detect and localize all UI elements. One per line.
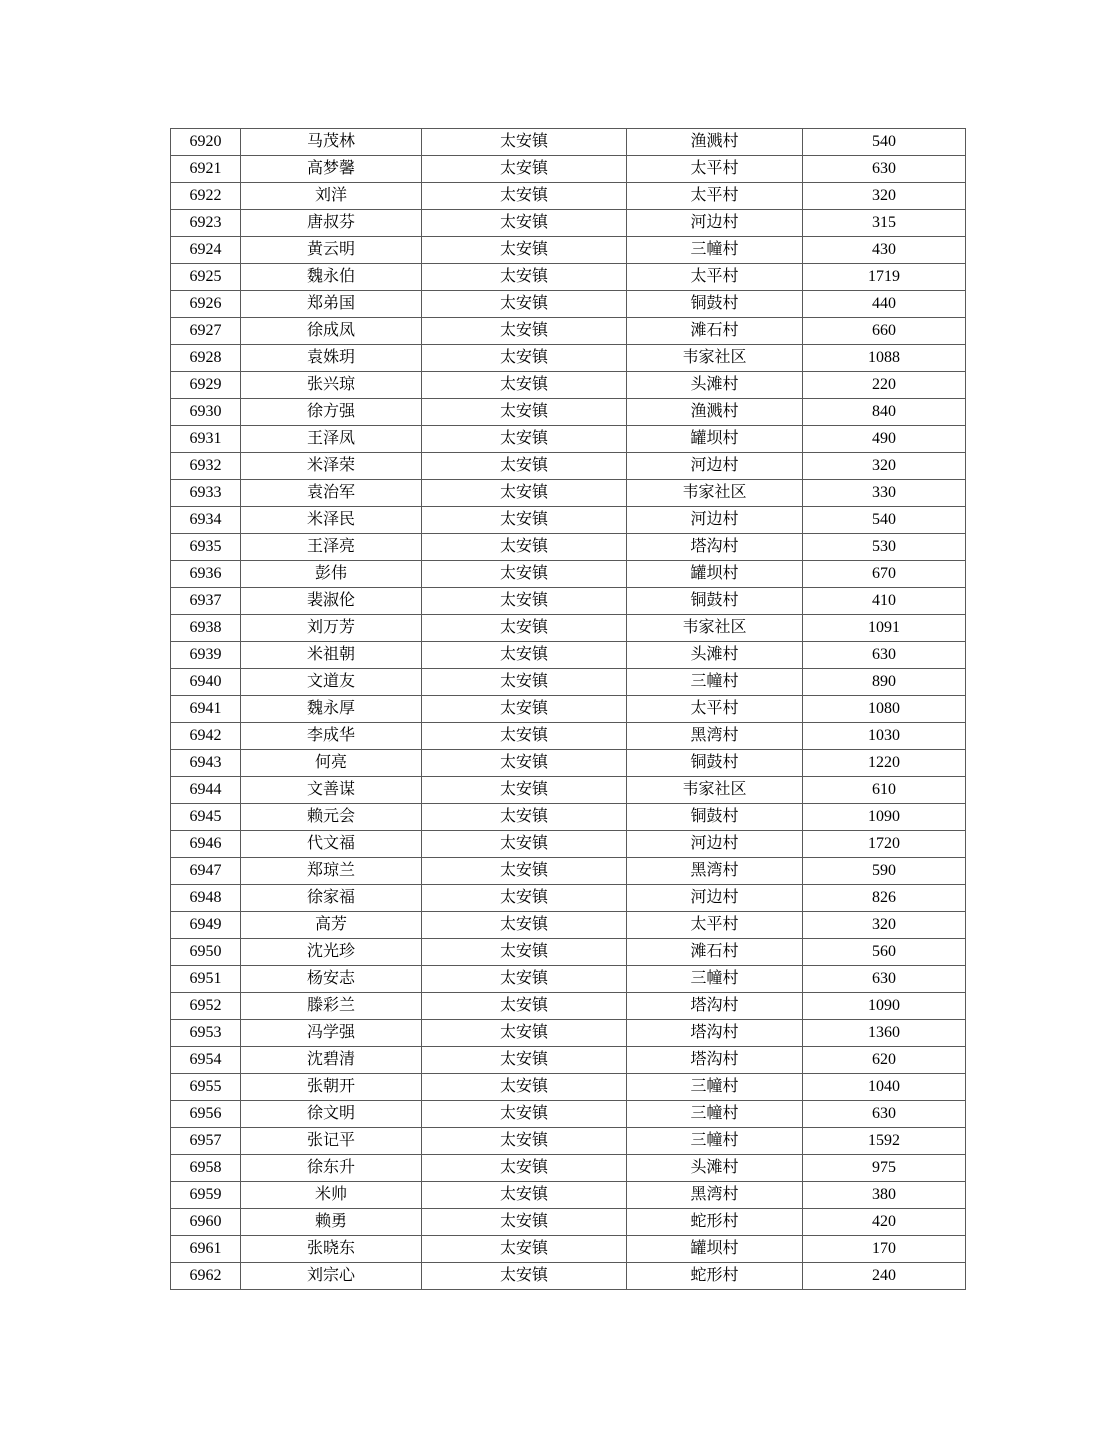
cell-village: 三幢村 — [627, 1074, 803, 1101]
cell-id: 6920 — [171, 129, 241, 156]
cell-amount: 320 — [803, 912, 966, 939]
table-row — [171, 453, 966, 480]
cell-name: 魏永厚 — [241, 696, 422, 723]
cell-id: 6949 — [171, 912, 241, 939]
cell-town: 太安镇 — [422, 777, 627, 804]
cell-id: 6944 — [171, 777, 241, 804]
cell-amount: 1090 — [803, 804, 966, 831]
cell-id: 6937 — [171, 588, 241, 615]
table-row — [171, 750, 966, 777]
cell-town: 太安镇 — [422, 912, 627, 939]
cell-town: 太安镇 — [422, 156, 627, 183]
cell-id: 6955 — [171, 1074, 241, 1101]
cell-name: 唐叔芬 — [241, 210, 422, 237]
table-row — [171, 1236, 966, 1263]
cell-name: 赖元会 — [241, 804, 422, 831]
cell-town: 太安镇 — [422, 183, 627, 210]
cell-amount: 630 — [803, 1101, 966, 1128]
cell-amount: 315 — [803, 210, 966, 237]
cell-amount: 320 — [803, 183, 966, 210]
cell-name: 郑弟国 — [241, 291, 422, 318]
cell-town: 太安镇 — [422, 831, 627, 858]
cell-id: 6953 — [171, 1020, 241, 1047]
cell-town: 太安镇 — [422, 1074, 627, 1101]
table-row — [171, 1182, 966, 1209]
table-row — [171, 804, 966, 831]
cell-amount: 630 — [803, 156, 966, 183]
cell-village: 黑湾村 — [627, 723, 803, 750]
cell-village: 渔溅村 — [627, 129, 803, 156]
cell-name: 滕彩兰 — [241, 993, 422, 1020]
cell-name: 赖勇 — [241, 1209, 422, 1236]
cell-id: 6943 — [171, 750, 241, 777]
cell-village: 滩石村 — [627, 318, 803, 345]
cell-name: 魏永伯 — [241, 264, 422, 291]
table-row — [171, 210, 966, 237]
cell-name: 刘洋 — [241, 183, 422, 210]
cell-name: 米帅 — [241, 1182, 422, 1209]
cell-village: 太平村 — [627, 156, 803, 183]
cell-amount: 660 — [803, 318, 966, 345]
cell-amount: 1091 — [803, 615, 966, 642]
table-row — [171, 291, 966, 318]
cell-name: 王泽亮 — [241, 534, 422, 561]
cell-id: 6926 — [171, 291, 241, 318]
table-row — [171, 345, 966, 372]
cell-id: 6946 — [171, 831, 241, 858]
cell-id: 6940 — [171, 669, 241, 696]
table-row — [171, 399, 966, 426]
cell-town: 太安镇 — [422, 1182, 627, 1209]
cell-amount: 890 — [803, 669, 966, 696]
cell-village: 黑湾村 — [627, 1182, 803, 1209]
table-row — [171, 1020, 966, 1047]
cell-name: 何亮 — [241, 750, 422, 777]
table-row — [171, 507, 966, 534]
cell-town: 太安镇 — [422, 1155, 627, 1182]
cell-name: 徐文明 — [241, 1101, 422, 1128]
table-body — [171, 129, 966, 1290]
cell-amount: 380 — [803, 1182, 966, 1209]
cell-name: 米泽民 — [241, 507, 422, 534]
table-row — [171, 237, 966, 264]
cell-town: 太安镇 — [422, 750, 627, 777]
cell-id: 6952 — [171, 993, 241, 1020]
cell-id: 6935 — [171, 534, 241, 561]
table-row — [171, 831, 966, 858]
cell-town: 太安镇 — [422, 210, 627, 237]
cell-town: 太安镇 — [422, 345, 627, 372]
cell-amount: 1030 — [803, 723, 966, 750]
cell-name: 黄云明 — [241, 237, 422, 264]
cell-id: 6947 — [171, 858, 241, 885]
cell-id: 6936 — [171, 561, 241, 588]
cell-village: 头滩村 — [627, 1155, 803, 1182]
table-row — [171, 156, 966, 183]
cell-village: 河边村 — [627, 885, 803, 912]
cell-id: 6941 — [171, 696, 241, 723]
table-row — [171, 561, 966, 588]
cell-town: 太安镇 — [422, 993, 627, 1020]
cell-name: 徐成凤 — [241, 318, 422, 345]
cell-village: 罐坝村 — [627, 561, 803, 588]
cell-village: 韦家社区 — [627, 777, 803, 804]
cell-town: 太安镇 — [422, 399, 627, 426]
table-row — [171, 372, 966, 399]
table-row — [171, 1074, 966, 1101]
cell-village: 塔沟村 — [627, 993, 803, 1020]
cell-id: 6950 — [171, 939, 241, 966]
cell-village: 蛇形村 — [627, 1263, 803, 1290]
cell-id: 6960 — [171, 1209, 241, 1236]
cell-village: 罐坝村 — [627, 426, 803, 453]
cell-village: 头滩村 — [627, 372, 803, 399]
cell-name: 袁姝玥 — [241, 345, 422, 372]
cell-name: 彭伟 — [241, 561, 422, 588]
table-row — [171, 966, 966, 993]
cell-name: 沈光珍 — [241, 939, 422, 966]
cell-name: 马茂林 — [241, 129, 422, 156]
cell-village: 三幢村 — [627, 1101, 803, 1128]
cell-village: 铜鼓村 — [627, 588, 803, 615]
cell-amount: 620 — [803, 1047, 966, 1074]
cell-id: 6954 — [171, 1047, 241, 1074]
cell-name: 刘宗心 — [241, 1263, 422, 1290]
cell-id: 6939 — [171, 642, 241, 669]
cell-id: 6925 — [171, 264, 241, 291]
table-row — [171, 642, 966, 669]
cell-amount: 1090 — [803, 993, 966, 1020]
cell-town: 太安镇 — [422, 1020, 627, 1047]
cell-amount: 826 — [803, 885, 966, 912]
cell-village: 三幢村 — [627, 237, 803, 264]
cell-id: 6956 — [171, 1101, 241, 1128]
cell-town: 太安镇 — [422, 1263, 627, 1290]
cell-village: 三幢村 — [627, 1128, 803, 1155]
cell-amount: 540 — [803, 507, 966, 534]
cell-id: 6934 — [171, 507, 241, 534]
cell-village: 河边村 — [627, 507, 803, 534]
cell-amount: 530 — [803, 534, 966, 561]
table-row — [171, 1101, 966, 1128]
cell-town: 太安镇 — [422, 615, 627, 642]
cell-village: 塔沟村 — [627, 1047, 803, 1074]
cell-amount: 320 — [803, 453, 966, 480]
data-table — [170, 128, 966, 1290]
table-row — [171, 1047, 966, 1074]
cell-village: 蛇形村 — [627, 1209, 803, 1236]
cell-village: 塔沟村 — [627, 1020, 803, 1047]
cell-id: 6945 — [171, 804, 241, 831]
table-row — [171, 264, 966, 291]
cell-name: 米泽荣 — [241, 453, 422, 480]
cell-village: 河边村 — [627, 453, 803, 480]
cell-id: 6959 — [171, 1182, 241, 1209]
cell-amount: 330 — [803, 480, 966, 507]
cell-town: 太安镇 — [422, 696, 627, 723]
cell-town: 太安镇 — [422, 291, 627, 318]
cell-town: 太安镇 — [422, 1101, 627, 1128]
cell-village: 三幢村 — [627, 669, 803, 696]
cell-village: 铜鼓村 — [627, 804, 803, 831]
table-row — [171, 993, 966, 1020]
cell-name: 王泽凤 — [241, 426, 422, 453]
cell-id: 6929 — [171, 372, 241, 399]
cell-village: 头滩村 — [627, 642, 803, 669]
cell-id: 6931 — [171, 426, 241, 453]
cell-name: 米祖朝 — [241, 642, 422, 669]
cell-village: 三幢村 — [627, 966, 803, 993]
cell-amount: 630 — [803, 642, 966, 669]
cell-id: 6948 — [171, 885, 241, 912]
cell-name: 徐方强 — [241, 399, 422, 426]
cell-village: 韦家社区 — [627, 615, 803, 642]
cell-name: 代文福 — [241, 831, 422, 858]
cell-name: 张记平 — [241, 1128, 422, 1155]
cell-village: 河边村 — [627, 831, 803, 858]
cell-town: 太安镇 — [422, 372, 627, 399]
cell-village: 太平村 — [627, 696, 803, 723]
table-row — [171, 777, 966, 804]
table-row — [171, 1128, 966, 1155]
table-row — [171, 615, 966, 642]
cell-amount: 420 — [803, 1209, 966, 1236]
cell-village: 渔溅村 — [627, 399, 803, 426]
table-row — [171, 1209, 966, 1236]
cell-amount: 1088 — [803, 345, 966, 372]
table-row — [171, 588, 966, 615]
cell-amount: 220 — [803, 372, 966, 399]
table-row — [171, 885, 966, 912]
cell-amount: 1719 — [803, 264, 966, 291]
cell-name: 高梦馨 — [241, 156, 422, 183]
cell-town: 太安镇 — [422, 264, 627, 291]
cell-town: 太安镇 — [422, 507, 627, 534]
cell-town: 太安镇 — [422, 804, 627, 831]
table-row — [171, 669, 966, 696]
cell-id: 6922 — [171, 183, 241, 210]
cell-name: 文善谋 — [241, 777, 422, 804]
cell-town: 太安镇 — [422, 453, 627, 480]
cell-name: 李成华 — [241, 723, 422, 750]
cell-name: 徐东升 — [241, 1155, 422, 1182]
table-row — [171, 723, 966, 750]
cell-village: 罐坝村 — [627, 1236, 803, 1263]
cell-town: 太安镇 — [422, 858, 627, 885]
cell-town: 太安镇 — [422, 1128, 627, 1155]
cell-amount: 440 — [803, 291, 966, 318]
cell-amount: 1592 — [803, 1128, 966, 1155]
cell-amount: 430 — [803, 237, 966, 264]
cell-amount: 170 — [803, 1236, 966, 1263]
cell-name: 高芳 — [241, 912, 422, 939]
cell-town: 太安镇 — [422, 939, 627, 966]
cell-name: 徐家福 — [241, 885, 422, 912]
table-row — [171, 858, 966, 885]
cell-name: 杨安志 — [241, 966, 422, 993]
cell-amount: 590 — [803, 858, 966, 885]
cell-name: 袁治军 — [241, 480, 422, 507]
cell-town: 太安镇 — [422, 426, 627, 453]
cell-id: 6932 — [171, 453, 241, 480]
cell-name: 冯学强 — [241, 1020, 422, 1047]
cell-town: 太安镇 — [422, 1047, 627, 1074]
table-row — [171, 1155, 966, 1182]
cell-name: 张朝开 — [241, 1074, 422, 1101]
table-row — [171, 129, 966, 156]
table-row — [171, 318, 966, 345]
table-row — [171, 183, 966, 210]
cell-amount: 1720 — [803, 831, 966, 858]
cell-amount: 240 — [803, 1263, 966, 1290]
cell-town: 太安镇 — [422, 480, 627, 507]
cell-amount: 410 — [803, 588, 966, 615]
cell-village: 滩石村 — [627, 939, 803, 966]
cell-name: 刘万芳 — [241, 615, 422, 642]
table-row — [171, 912, 966, 939]
cell-amount: 1040 — [803, 1074, 966, 1101]
cell-name: 张晓东 — [241, 1236, 422, 1263]
cell-id: 6921 — [171, 156, 241, 183]
cell-id: 6923 — [171, 210, 241, 237]
cell-village: 铜鼓村 — [627, 291, 803, 318]
cell-village: 太平村 — [627, 264, 803, 291]
table-row — [171, 696, 966, 723]
table-row — [171, 1263, 966, 1290]
cell-name: 裴淑伦 — [241, 588, 422, 615]
table-row — [171, 426, 966, 453]
cell-id: 6927 — [171, 318, 241, 345]
cell-amount: 1080 — [803, 696, 966, 723]
cell-id: 6957 — [171, 1128, 241, 1155]
cell-amount: 610 — [803, 777, 966, 804]
cell-village: 韦家社区 — [627, 480, 803, 507]
cell-town: 太安镇 — [422, 318, 627, 345]
cell-name: 郑琼兰 — [241, 858, 422, 885]
cell-id: 6938 — [171, 615, 241, 642]
cell-town: 太安镇 — [422, 723, 627, 750]
table-row — [171, 534, 966, 561]
cell-name: 张兴琼 — [241, 372, 422, 399]
cell-id: 6962 — [171, 1263, 241, 1290]
table-row — [171, 939, 966, 966]
cell-village: 铜鼓村 — [627, 750, 803, 777]
cell-town: 太安镇 — [422, 669, 627, 696]
cell-amount: 490 — [803, 426, 966, 453]
cell-amount: 560 — [803, 939, 966, 966]
cell-village: 太平村 — [627, 912, 803, 939]
cell-town: 太安镇 — [422, 129, 627, 156]
cell-amount: 1220 — [803, 750, 966, 777]
cell-id: 6951 — [171, 966, 241, 993]
cell-town: 太安镇 — [422, 237, 627, 264]
table-row — [171, 480, 966, 507]
cell-town: 太安镇 — [422, 561, 627, 588]
cell-village: 黑湾村 — [627, 858, 803, 885]
cell-id: 6930 — [171, 399, 241, 426]
cell-name: 沈碧清 — [241, 1047, 422, 1074]
cell-id: 6942 — [171, 723, 241, 750]
cell-amount: 975 — [803, 1155, 966, 1182]
cell-id: 6933 — [171, 480, 241, 507]
cell-id: 6928 — [171, 345, 241, 372]
cell-village: 太平村 — [627, 183, 803, 210]
cell-id: 6958 — [171, 1155, 241, 1182]
cell-village: 韦家社区 — [627, 345, 803, 372]
cell-amount: 540 — [803, 129, 966, 156]
cell-town: 太安镇 — [422, 534, 627, 561]
cell-amount: 670 — [803, 561, 966, 588]
cell-town: 太安镇 — [422, 1209, 627, 1236]
cell-amount: 840 — [803, 399, 966, 426]
cell-town: 太安镇 — [422, 1236, 627, 1263]
cell-amount: 1360 — [803, 1020, 966, 1047]
cell-town: 太安镇 — [422, 642, 627, 669]
cell-town: 太安镇 — [422, 966, 627, 993]
cell-village: 河边村 — [627, 210, 803, 237]
cell-id: 6961 — [171, 1236, 241, 1263]
cell-id: 6924 — [171, 237, 241, 264]
cell-town: 太安镇 — [422, 885, 627, 912]
cell-village: 塔沟村 — [627, 534, 803, 561]
cell-town: 太安镇 — [422, 588, 627, 615]
cell-name: 文道友 — [241, 669, 422, 696]
cell-amount: 630 — [803, 966, 966, 993]
